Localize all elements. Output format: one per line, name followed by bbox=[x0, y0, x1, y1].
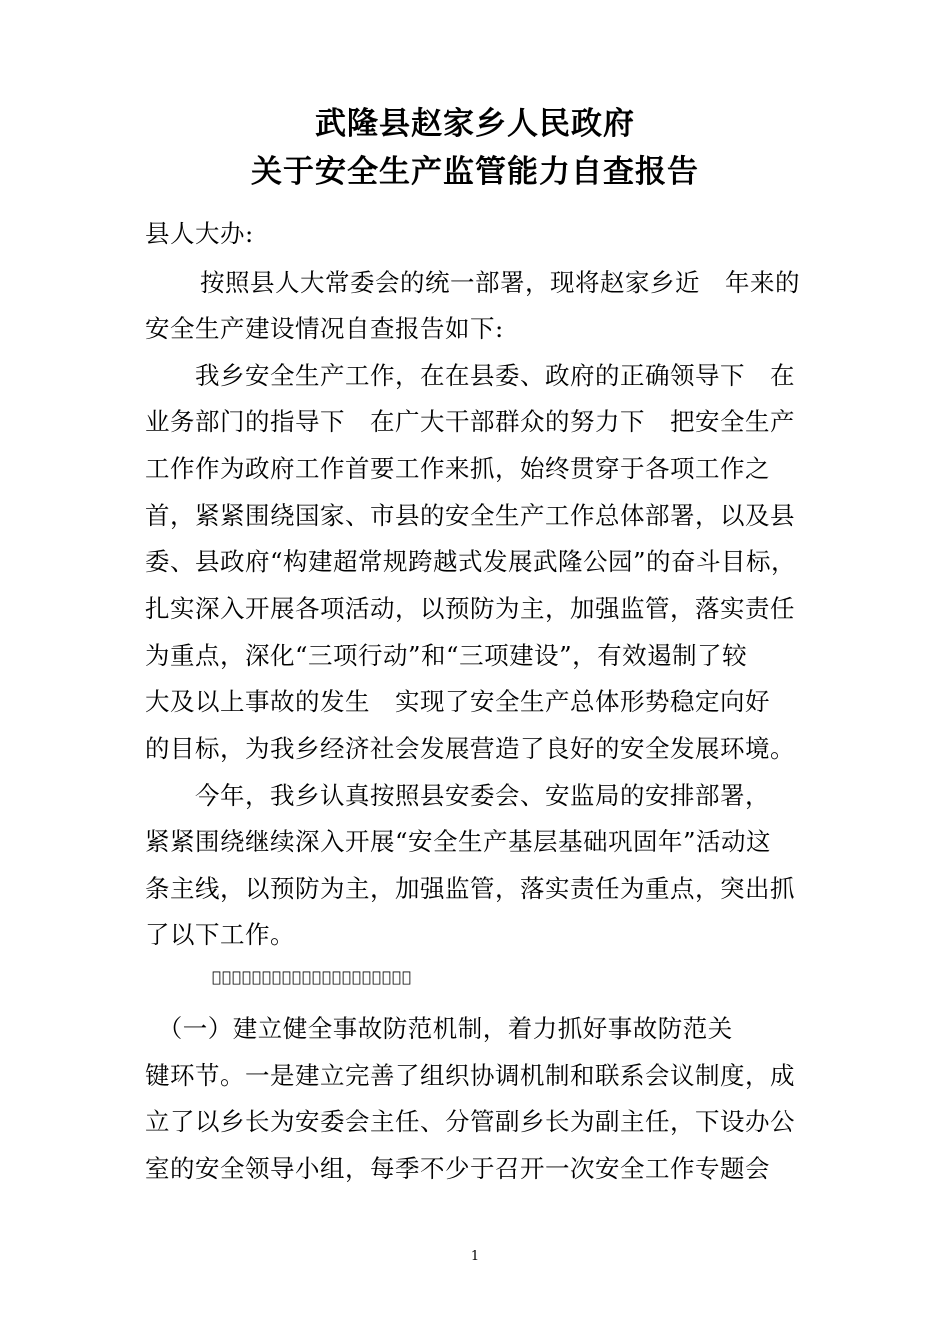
page-number: 1 bbox=[470, 1249, 480, 1264]
recipient: 县人大办: bbox=[145, 219, 254, 248]
paragraph-line: 我乡安全生产工作，在在县委、政府的正确领导下 在 bbox=[145, 361, 795, 390]
paragraph-line: （一）建立健全事故防范机制，着力抓好事故防范关 bbox=[145, 1014, 733, 1043]
title-line-2: 关于安全生产监管能力自查报告 bbox=[251, 154, 699, 190]
paragraph-line: 的目标，为我乡经济社会发展营造了良好的安全发展环境。 bbox=[145, 734, 795, 763]
paragraph-line: 扎实深入开展各项活动，以预防为主，加强监管，落实责任 bbox=[145, 594, 795, 623]
paragraph-line: 首，紧紧围绕国家、市县的安全生产工作总体部署，以及县 bbox=[145, 501, 795, 530]
paragraph-line: 工作作为政府工作首要工作来抓，始终贯穿于各项工作之 bbox=[145, 454, 770, 483]
paragraph-line: 室的安全领导小组，每季不少于召开一次安全工作专题会 bbox=[145, 1154, 770, 1183]
paragraph-line: 为重点，深化“三项行动”和“三项建设”，有效遏制了较 bbox=[145, 641, 748, 670]
paragraph-line: 了以下工作。 bbox=[145, 920, 295, 949]
title-line-1: 武隆县赵家乡人民政府 bbox=[315, 106, 635, 142]
paragraph-line: 键环节。一是建立完善了组织协调机制和联系会议制度，成 bbox=[145, 1061, 795, 1090]
placeholder-glyph-row: 􀀁􀀁􀀁􀀁􀀁􀀁􀀁􀀁􀀁􀀁􀀁􀀁􀀁􀀁􀀁􀀁􀀁􀀁􀀁􀀁 bbox=[212, 968, 413, 986]
paragraph-line: 安全生产建设情况自查报告如下: bbox=[145, 314, 504, 343]
paragraph-line: 业务部门的指导下 在广大干部群众的努力下 把安全生产 bbox=[145, 407, 795, 436]
paragraph-line: 紧紧围绕继续深入开展“安全生产基层基础巩固年”活动这 bbox=[145, 827, 772, 856]
paragraph-line: 条主线，以预防为主，加强监管，落实责任为重点，突出抓 bbox=[145, 874, 795, 903]
paragraph-line: 按照县人大常委会的统一部署，现将赵家乡近 年来的 bbox=[175, 268, 800, 297]
paragraph-line: 今年，我乡认真按照县安委会、安监局的安排部署， bbox=[145, 781, 770, 810]
paragraph-line: 委、县政府“构建超常规跨越式发展武隆公园”的奋斗目标， bbox=[145, 547, 797, 576]
paragraph-line: 大及以上事故的发生 实现了安全生产总体形势稳定向好 bbox=[145, 687, 770, 716]
paragraph-line: 立了以乡长为安委会主任、分管副乡长为副主任，下设办公 bbox=[145, 1107, 795, 1136]
